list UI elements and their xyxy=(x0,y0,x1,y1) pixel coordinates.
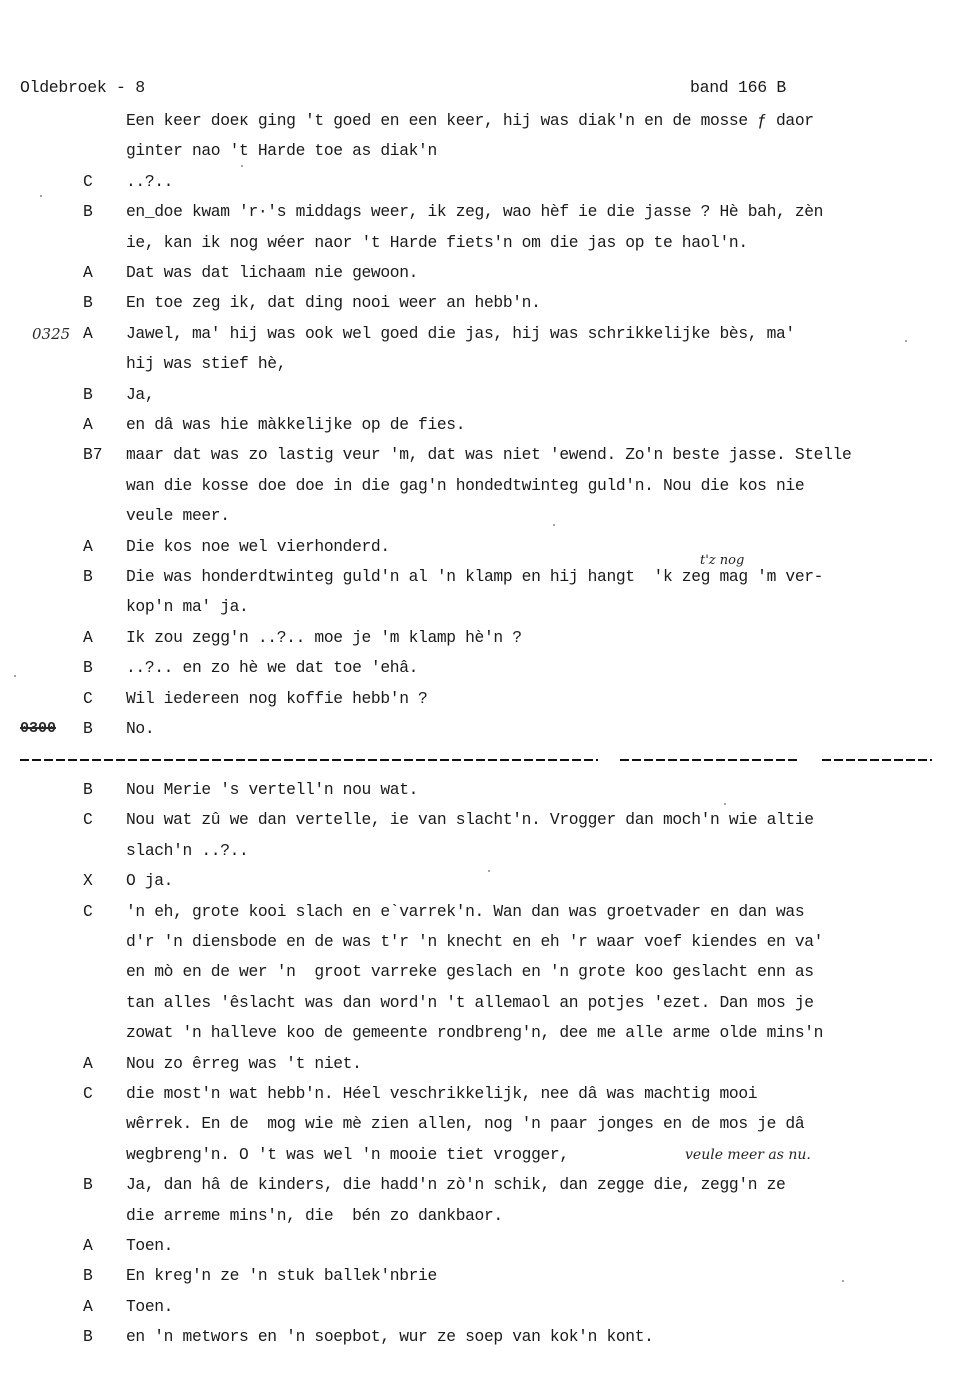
speaker-label: A xyxy=(83,1053,93,1073)
transcript-line xyxy=(0,592,979,622)
speaker-label: A xyxy=(83,263,93,282)
handwritten-insertion: t'z nog xyxy=(700,553,745,568)
utterance-text: wêrrek. En de mog wie mè zien allen, nog 'n paar jonges en de mos je dâ xyxy=(126,1114,805,1134)
utterance-text: kop'n ma' ja. xyxy=(126,597,249,617)
utterance-text: En kreg'n ze 'n stuk ballek'nbrie xyxy=(126,1266,437,1286)
transcript-line xyxy=(0,805,979,835)
utterance-text: Toen. xyxy=(126,1296,174,1316)
utterance-text: Ik zou zegg'n ..?.. moe je 'm klamp hè'n ? xyxy=(126,627,522,647)
transcript-line xyxy=(0,380,979,410)
utterance-text: en_doe kwam 'r·'s middags weer, ik zeg, wao hèf ie die jasse ? Hè bah, zèn xyxy=(126,202,824,222)
utterance-text: ..?.. xyxy=(126,171,174,191)
speaker-label: B xyxy=(83,384,93,404)
document-title: Oldebroek - 8 xyxy=(20,78,145,97)
utterance-text: d'r 'n diensbode en de was t'r 'n knecht en eh 'r waar voef kiendes en va' xyxy=(126,932,824,951)
transcript-line xyxy=(0,1261,979,1291)
transcript-line xyxy=(0,197,979,227)
utterance-text: Ja, dan hâ de kinders, die hadd'n zò'n schik, dan zegge die, zegg'n ze xyxy=(126,1175,786,1195)
transcript-line xyxy=(0,927,979,957)
speaker-label: B xyxy=(83,1266,93,1286)
utterance-text: O ja. xyxy=(126,871,174,891)
scan-speck xyxy=(842,1280,844,1282)
utterance-text: Wil iedereen nog koffie hebb'n ? xyxy=(126,688,428,708)
utterance-text: Nou zo êrreg was 't niet. xyxy=(126,1053,362,1073)
utterance-text: Nou Merie 's vertell'n nou wat. xyxy=(126,780,419,799)
speaker-label: B xyxy=(83,293,93,313)
transcript-line xyxy=(0,228,979,258)
speaker-label: B xyxy=(83,202,93,222)
transcript-line xyxy=(0,988,979,1018)
speaker-label: B xyxy=(83,780,93,799)
utterance-text: en mò en de wer 'n groot varreke geslach en 'n grote koo geslacht enn as xyxy=(126,962,814,982)
transcript-line xyxy=(0,319,979,349)
speaker-label: C xyxy=(83,171,93,191)
transcript-line xyxy=(0,106,979,136)
transcript-line xyxy=(0,1322,979,1352)
speaker-label: B7 xyxy=(83,445,103,465)
utterance-text: tan alles 'êslacht was dan word'n 't allemaol an potjes 'ezet. Dan mos je xyxy=(126,992,814,1012)
speaker-label: A xyxy=(83,536,93,556)
speaker-label: C xyxy=(83,901,93,921)
section-divider xyxy=(20,759,932,762)
speaker-label: B xyxy=(83,1327,93,1347)
utterance-text: hij was stief hè, xyxy=(126,354,287,374)
transcript-line xyxy=(0,258,979,288)
utterance-text: ie, kan ik nog wéer naor 't Harde fiets'n om die jas op te haol'n. xyxy=(126,232,748,252)
scan-speck xyxy=(724,803,726,805)
transcript-line xyxy=(0,775,979,805)
utterance-text: die most'n wat hebb'n. Héel veschrikkelijk, nee dâ was machtig mooi xyxy=(126,1084,758,1103)
timestamp-note: 0325 xyxy=(32,324,71,343)
transcript-line xyxy=(0,288,979,318)
speaker-label: B xyxy=(83,719,93,738)
transcript-line xyxy=(0,1201,979,1231)
utterance-text: slach'n ..?.. xyxy=(126,840,249,860)
utterance-text: Toen. xyxy=(126,1236,174,1255)
handwritten-correction: veule meer as nu. xyxy=(685,1146,811,1163)
utterance-text: en dâ was hie màkkelijke op de fies. xyxy=(126,415,466,434)
speaker-label: B xyxy=(83,1175,93,1195)
transcript-line xyxy=(0,957,979,987)
utterance-text: Nou wat zû we dan vertelle, ie van slacht'n. Vrogger dan moch'n wie altie xyxy=(126,810,814,830)
speaker-label: X xyxy=(83,871,93,891)
tape-reference: band 166 B xyxy=(690,78,787,97)
transcript-line xyxy=(0,1231,979,1261)
speaker-label: C xyxy=(83,688,93,708)
transcript-line xyxy=(0,1170,979,1200)
scan-speck xyxy=(241,165,243,167)
scan-speck xyxy=(14,675,16,677)
utterance-text: maar dat was zo lastig veur 'm, dat was niet 'ewend. Zo'n beste jasse. Stelle xyxy=(126,445,852,465)
utterance-text: Dat was dat lichaam nie gewoon. xyxy=(126,263,419,282)
transcript-line xyxy=(0,653,979,683)
utterance-text: ..?.. en zo hè we dat toe 'ehâ. xyxy=(126,658,419,678)
transcript-line xyxy=(0,440,979,470)
speaker-label: A xyxy=(83,1236,93,1255)
utterance-text: en 'n metwors en 'n soepbot, wur ze soep van kok'n kont. xyxy=(126,1327,654,1347)
utterance-text: ginter nao 't Harde toe as diak'n xyxy=(126,141,437,161)
transcript-line xyxy=(0,1109,979,1139)
speaker-label: C xyxy=(83,810,93,830)
transcript-line xyxy=(0,714,979,744)
speaker-label: A xyxy=(83,415,93,434)
struck-timestamp-note: 0300 xyxy=(20,720,57,737)
transcript-line xyxy=(0,167,979,197)
scan-speck xyxy=(905,340,907,342)
transcript-line xyxy=(0,349,979,379)
transcript-line xyxy=(0,1140,979,1170)
transcript-line xyxy=(0,1292,979,1322)
speaker-label: A xyxy=(83,627,93,647)
transcript-line xyxy=(0,410,979,440)
transcript-line xyxy=(0,1049,979,1079)
transcript-line xyxy=(0,1018,979,1048)
transcript-line xyxy=(0,623,979,653)
transcript-line xyxy=(0,501,979,531)
speaker-label: C xyxy=(83,1084,93,1103)
transcript-line xyxy=(0,684,979,714)
utterance-text: Die kos noe wel vierhonderd. xyxy=(126,536,390,556)
transcript-line xyxy=(0,553,979,592)
scan-speck xyxy=(553,524,555,526)
scan-speck xyxy=(40,195,42,197)
transcript-line xyxy=(0,836,979,866)
utterance-text: En toe zeg ik, dat ding nooi weer an hebb'n. xyxy=(126,293,541,313)
utterance-text: No. xyxy=(126,719,155,738)
utterance-text: 'n eh, grote kooi slach en e`varrek'n. Wan dan was groetvader en dan was xyxy=(126,901,805,921)
speaker-label: A xyxy=(83,1296,93,1316)
utterance-text: wan die kosse doe doe in die gag'n hondedtwinteg guld'n. Nou die kos nie xyxy=(126,475,805,495)
utterance-text: Jawel, ma' hij was ook wel goed die jas, hij was schrikkelijke bès, ma' xyxy=(126,323,795,343)
speaker-label: B xyxy=(83,567,93,586)
speaker-label: B xyxy=(83,658,93,678)
scan-speck xyxy=(488,870,490,872)
transcript-line xyxy=(0,471,979,501)
utterance-text: die arreme mins'n, die bén zo dankbaor. xyxy=(126,1205,503,1225)
transcript-line xyxy=(0,532,979,562)
transcript-line xyxy=(0,897,979,927)
utterance-text: veule meer. xyxy=(126,506,230,526)
utterance-text: wegbreng'n. O 't was wel 'n mooie tiet vrogger, xyxy=(126,1144,569,1164)
speaker-label: A xyxy=(83,323,93,343)
utterance-text: Ja, xyxy=(126,384,155,404)
utterance-text: Een keer doeĸ ging 't goed en een keer, hij was diak'n en de mosse ƒ daor xyxy=(126,111,814,130)
utterance-text: zowat 'n halleve koo de gemeente rondbreng'n, dee me alle arme olde mins'n xyxy=(126,1023,824,1043)
transcript-line xyxy=(0,136,979,166)
utterance-text: Die was honderdtwinteg guld'n al 'n klamp en hij hangt 'k zeg mag 'm ver- xyxy=(126,567,824,586)
transcript-line xyxy=(0,1079,979,1109)
